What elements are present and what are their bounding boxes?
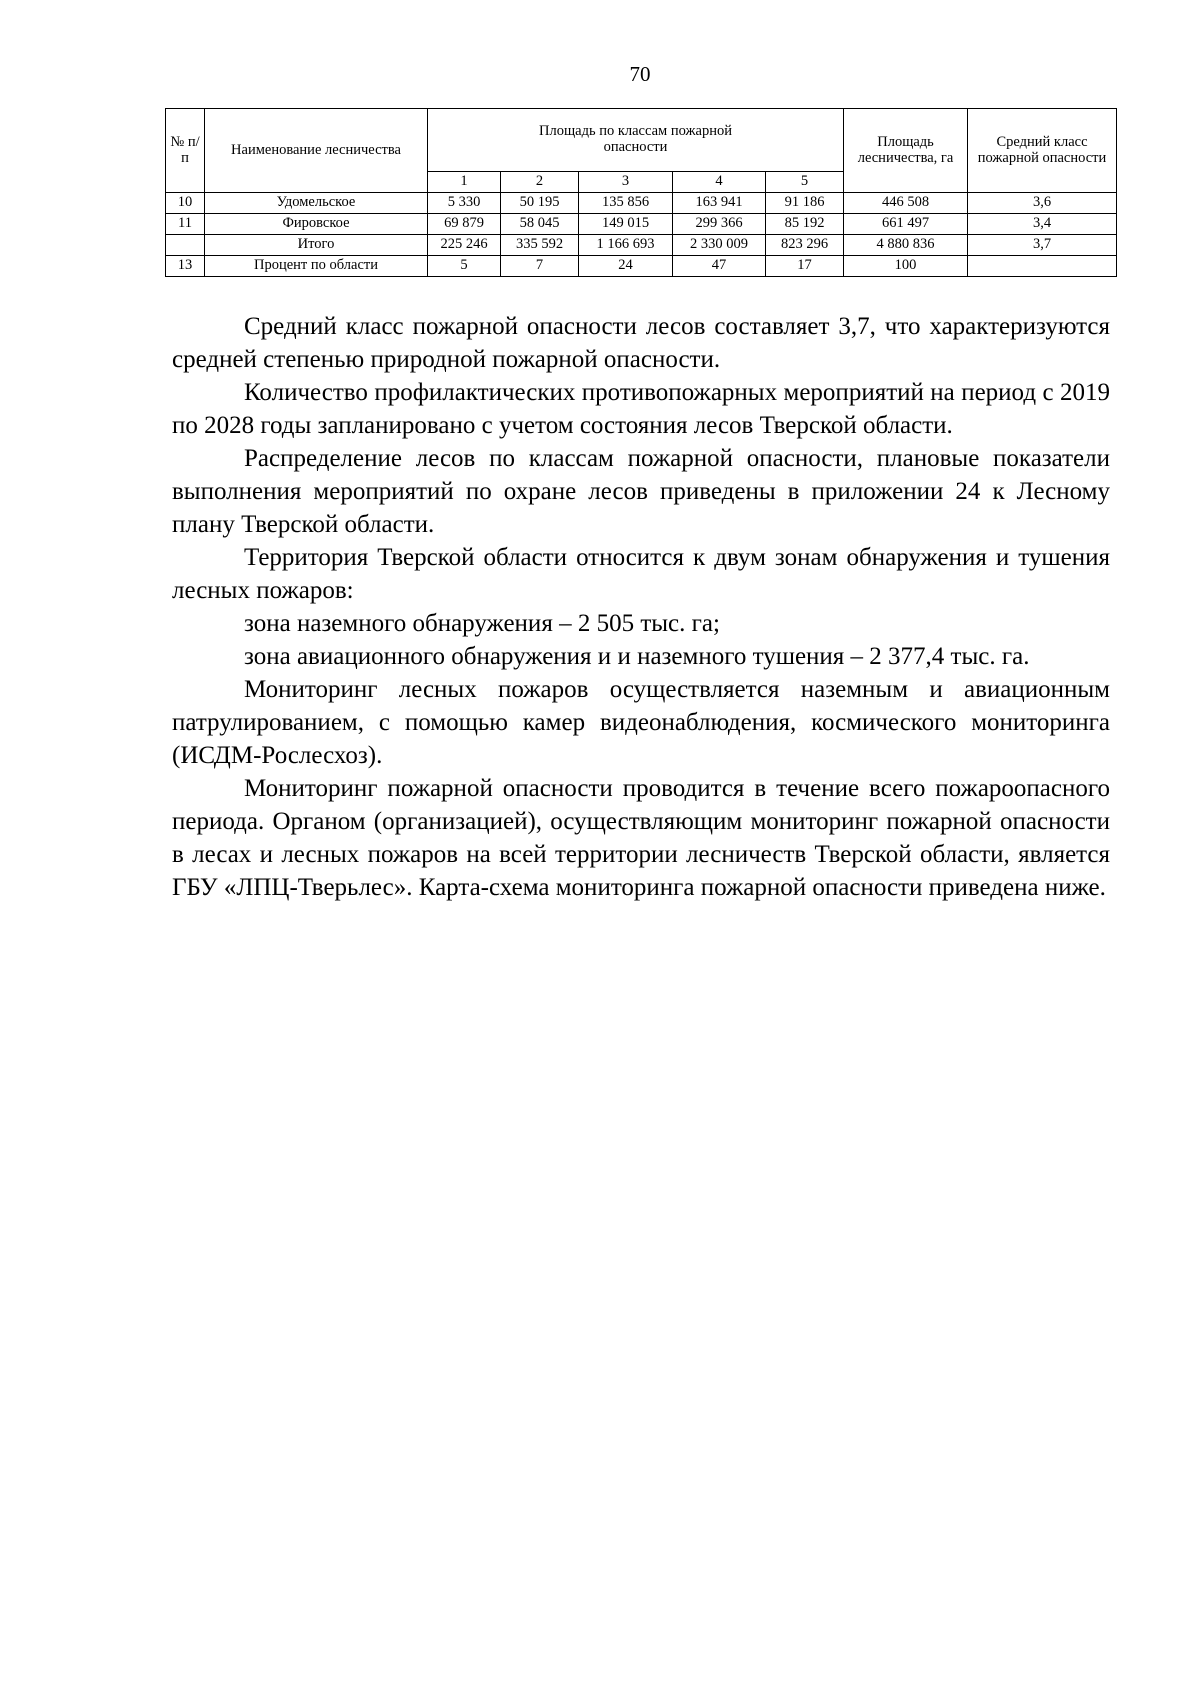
row-class-2: 7 — [501, 256, 579, 277]
row-num: 11 — [166, 214, 205, 235]
row-class-5: 91 186 — [766, 193, 844, 214]
row-class-5: 85 192 — [766, 214, 844, 235]
row-avg-class: 3,4 — [968, 214, 1117, 235]
row-class-3: 1 166 693 — [579, 235, 673, 256]
header-name: Наименование лесничества — [205, 109, 428, 193]
table-row — [166, 235, 1117, 256]
row-class-3: 149 015 — [579, 214, 673, 235]
row-class-1: 5 — [428, 256, 501, 277]
header-class-5: 5 — [766, 172, 844, 193]
row-class-2: 58 045 — [501, 214, 579, 235]
row-class-1: 225 246 — [428, 235, 501, 256]
row-avg-class — [968, 256, 1117, 277]
row-area: 661 497 — [844, 214, 968, 235]
header-class-1: 1 — [428, 172, 501, 193]
table-row — [166, 214, 1117, 235]
paragraph: Средний класс пожарной опасности лесов составляет 3,7, что характеризуются средней степенью природной пожарной опасности. — [172, 313, 1110, 373]
table-row — [166, 193, 1117, 214]
header-class-2: 2 — [501, 172, 579, 193]
paragraph: зона наземного обнаружения – 2 505 тыс. га; — [244, 610, 720, 637]
row-avg-class: 3,7 — [968, 235, 1117, 256]
table-row — [166, 256, 1117, 277]
header-avg-class: Средний класс пожарной опасности — [968, 109, 1117, 193]
row-class-5: 823 296 — [766, 235, 844, 256]
row-name: Процент по области — [205, 256, 428, 277]
paragraph: Территория Тверской области относится к двум зонам обнаружения и тушения лесных пожаров: — [172, 544, 1110, 604]
paragraph: Мониторинг пожарной опасности проводится в течение всего пожароопасного периода. Органом (организацией), осуществляющим мониторинг пожарной опасности в лесах и лесных пожаров на всей территории лесничеств Тверской области, является ГБУ «ЛПЦ-Тверьлес». Карта-схема мониторинга пожарной опасности приведена ниже. — [172, 775, 1110, 901]
row-avg-class: 3,6 — [968, 193, 1117, 214]
paragraph: Распределение лесов по классам пожарной опасности, плановые показатели выполнения мероприятий по охране лесов приведены в приложении 24 к Лесному плану Тверской области. — [172, 445, 1110, 538]
body-text — [172, 310, 1110, 904]
header-total-area: Площадь лесничества, га — [844, 109, 968, 193]
row-name: Итого — [205, 235, 428, 256]
row-name: Фировское — [205, 214, 428, 235]
row-class-3: 24 — [579, 256, 673, 277]
page-number: 70 — [629, 62, 651, 86]
header-class-4: 4 — [673, 172, 766, 193]
forest-fire-class-table — [165, 108, 1117, 277]
row-area: 100 — [844, 256, 968, 277]
row-area: 446 508 — [844, 193, 968, 214]
paragraph: Количество профилактических противопожарных мероприятий на период с 2019 по 2028 годы запланировано с учетом состояния лесов Тверской области. — [172, 379, 1110, 439]
row-class-2: 335 592 — [501, 235, 579, 256]
row-class-4: 2 330 009 — [673, 235, 766, 256]
row-class-2: 50 195 — [501, 193, 579, 214]
row-num: 13 — [166, 256, 205, 277]
header-class-3: 3 — [579, 172, 673, 193]
row-class-3: 135 856 — [579, 193, 673, 214]
row-name: Удомельское — [205, 193, 428, 214]
paragraph: Мониторинг лесных пожаров осуществляется наземным и авиационным патрулированием, с помощью камер видеонаблюдения, космического мониторинга (ИСДМ-Рослесхоз). — [172, 676, 1110, 769]
paragraph: зона авиационного обнаружения и и наземного тушения – 2 377,4 тыс. га. — [244, 643, 1030, 670]
header-num: № п/п — [166, 109, 205, 193]
row-area: 4 880 836 — [844, 235, 968, 256]
row-class-4: 163 941 — [673, 193, 766, 214]
row-class-4: 299 366 — [673, 214, 766, 235]
row-class-1: 69 879 — [428, 214, 501, 235]
row-class-4: 47 — [673, 256, 766, 277]
header-area-by-class: Площадь по классам пожарной опасности — [428, 109, 844, 172]
row-num: 10 — [166, 193, 205, 214]
row-num — [166, 235, 205, 256]
row-class-5: 17 — [766, 256, 844, 277]
row-class-1: 5 330 — [428, 193, 501, 214]
